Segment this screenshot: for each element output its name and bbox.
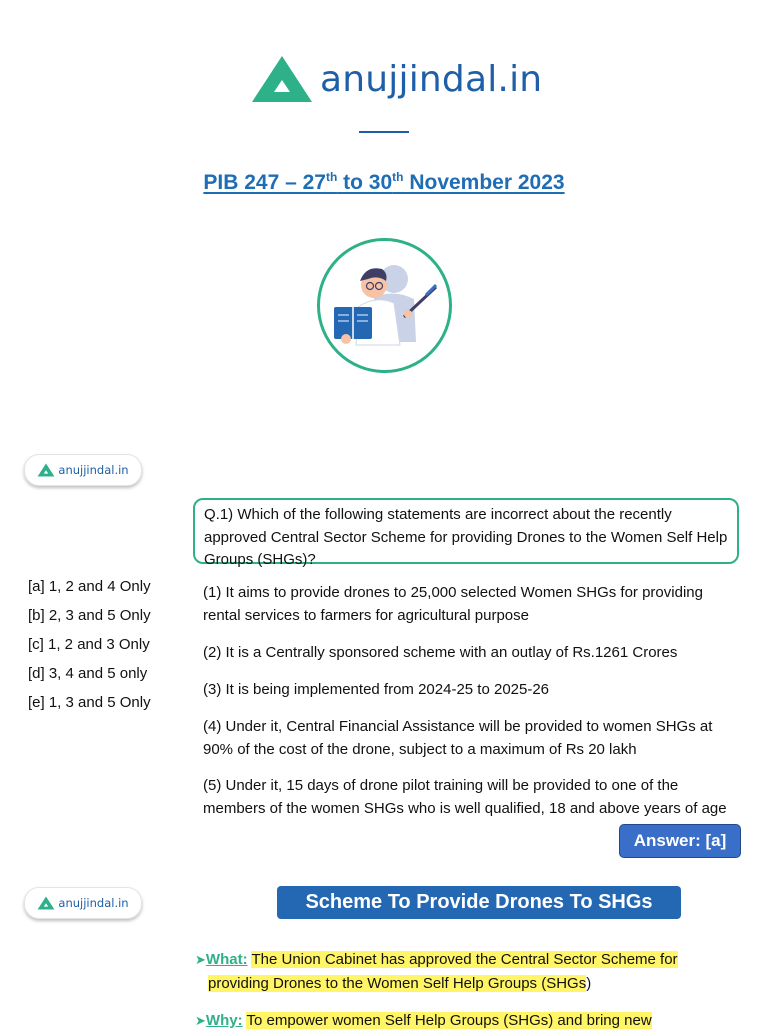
bullet-why: [195, 1009, 755, 1033]
page-title: PIB 247 – 27th to 30th November 2023: [203, 170, 565, 194]
logo-badge: [24, 887, 142, 919]
option-d: [d] 3, 4 and 5 only: [28, 665, 148, 682]
option-a: [a] 1, 2 and 4 Only: [28, 578, 151, 595]
answer-badge: Answer: [a]: [619, 824, 741, 858]
bullet-label: What:: [205, 951, 248, 968]
question-text: Q.1) Which of the following statements are incorrect about the recently approved Central Sector Scheme for providing Drones to the Women Self Help Groups (SHGs)?: [204, 506, 728, 568]
logo-triangle-icon: [250, 54, 314, 104]
logo-triangle-icon: [37, 896, 55, 910]
site-logo[interactable]: [250, 54, 542, 104]
bullet-text: providing Drones to the Women Self Help Groups (SHGs: [208, 974, 587, 992]
arrow-bullet-icon: ➤: [195, 952, 206, 967]
bullet-what: [195, 948, 755, 995]
section-heading: Scheme To Provide Drones To SHGs: [277, 886, 681, 919]
question-box: [193, 498, 739, 568]
bullet-label: Why:: [205, 1012, 243, 1029]
logo-text: anujjindal.in: [320, 58, 543, 100]
statement-5: (5) Under it, 15 days of drone pilot training will be provided to one of the members of the women SHGs who is well qualified, 18 and above years of age: [203, 777, 727, 817]
bullet-text: To empower women Self Help Groups (SHGs) and bring new: [246, 1012, 652, 1029]
logo-badge: [24, 454, 142, 486]
teacher-illustration-icon: [316, 237, 453, 374]
bullet-text: ): [586, 974, 592, 992]
arrow-bullet-icon: ➤: [195, 1013, 206, 1028]
options-list: [28, 572, 151, 717]
badge-text: anujjindal.in: [58, 896, 129, 910]
badge-text: anujjindal.in: [58, 463, 129, 477]
statement-4: (4) Under it, Central Financial Assistance will be provided to women SHGs at 90% of the cost of the drone, subject to a maximum of Rs 20 lakh: [203, 718, 713, 758]
statement-1: (1) It aims to provide drones to 25,000 selected Women SHGs for providing rental services to farmers for agricultural purpose: [203, 584, 703, 624]
divider: [359, 131, 409, 133]
option-e: [e] 1, 3 and 5 Only: [28, 694, 151, 711]
bullet-text: The Union Cabinet has approved the Central Sector Scheme for: [251, 951, 678, 968]
statement-2: (2) It is a Centrally sponsored scheme with an outlay of Rs.1261 Crores: [203, 644, 678, 661]
option-b: [b] 2, 3 and 5 Only: [28, 607, 151, 624]
option-c: [c] 1, 2 and 3 Only: [28, 636, 150, 653]
logo-triangle-icon: [37, 463, 55, 477]
statement-3: (3) It is being implemented from 2024-25 to 2025-26: [203, 681, 550, 698]
